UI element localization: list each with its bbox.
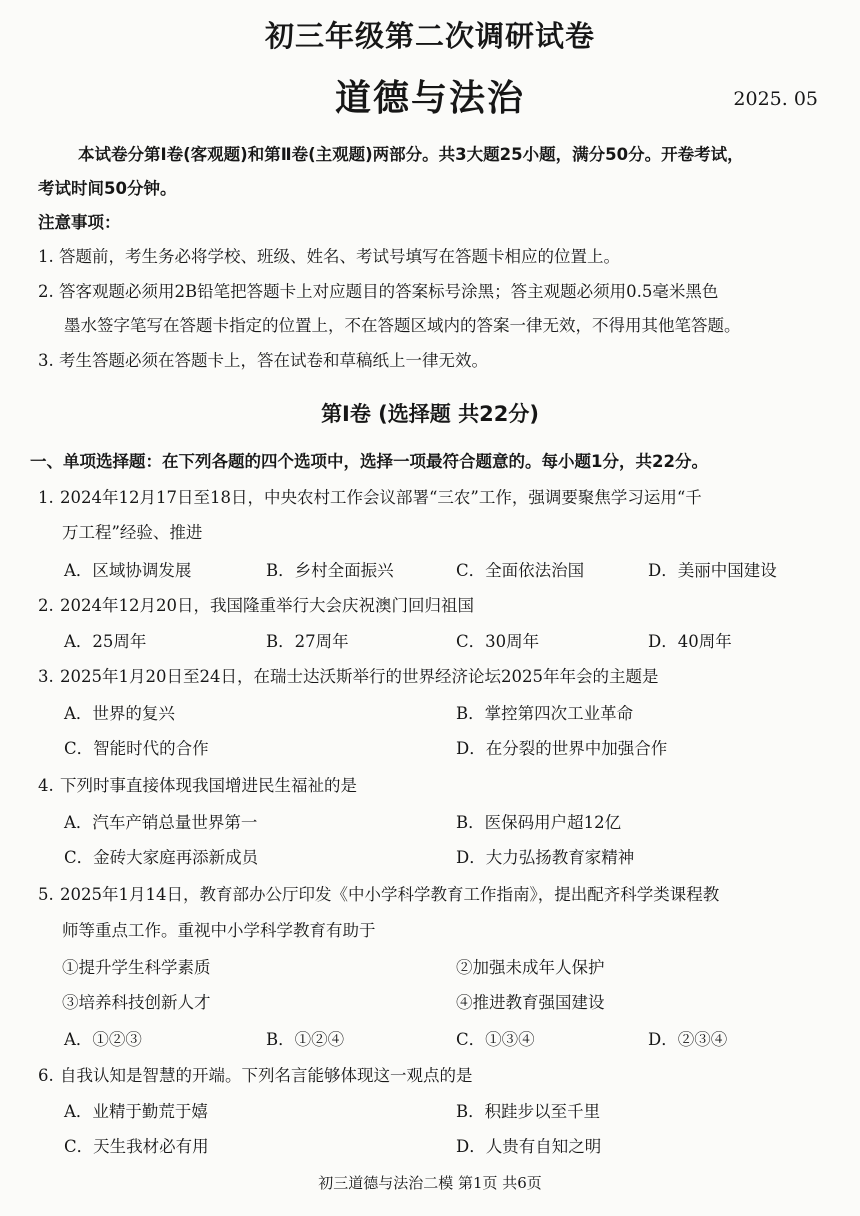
page-footer: 初三道德与法治二模 第1页 共6页	[318, 1174, 542, 1192]
question-stem: 2024年12月20日，我国隆重举行大会庆祝澳门回归祖国	[60, 596, 474, 615]
q2-option-c: C．30周年	[456, 632, 540, 651]
q4-option-a: A．汽车产销总量世界第一	[64, 813, 258, 832]
q6-option-c: C．天生我材必有用	[64, 1137, 209, 1156]
q3-option-c: C．智能时代的合作	[64, 739, 209, 758]
section-heading: 第Ⅰ卷 (选择题 共22分)	[321, 402, 539, 426]
q3-option-b: B．掌控第四次工业革命	[456, 704, 634, 723]
question-5	[38, 884, 834, 906]
question-3	[38, 666, 834, 688]
exam-title: 初三年级第二次调研试卷	[264, 19, 595, 53]
q4-option-c: C．金砖大家庭再添新成员	[64, 848, 259, 867]
question-number: 2.	[38, 596, 54, 615]
question-number: 3.	[38, 667, 54, 686]
q1-option-c: C．全面依法治国	[456, 561, 585, 580]
intro-line-1: 本试卷分第Ⅰ卷(客观题)和第Ⅱ卷(主观题)两部分。共3大题25小题，满分50分。开卷考试，	[78, 145, 744, 164]
question-1-stem-cont: 万工程”经验、推进	[62, 523, 203, 542]
q5-option-c: C．①③④	[456, 1030, 535, 1049]
q5-statement-1: ①提升学生科学素质	[62, 958, 211, 977]
question-stem: 2024年12月17日至18日，中央农村工作会议部署“三农”工作，强调要聚焦学习运用“千	[60, 488, 702, 507]
q5-statement-3: ③培养科技创新人才	[62, 993, 211, 1012]
note-item-2-cont: 墨水签字笔写在答题卡指定的位置上，不在答题区域内的答案一律无效，不得用其他笔答题。	[64, 316, 741, 335]
question-5-stem-cont: 师等重点工作。重视中小学科学教育有助于	[62, 921, 376, 940]
note-item-1: 1. 答题前，考生务必将学校、班级、姓名、考试号填写在答题卡相应的位置上。	[38, 247, 620, 266]
question-number: 4.	[38, 776, 54, 795]
q6-option-b: B．积跬步以至千里	[456, 1102, 601, 1121]
question-6	[38, 1065, 834, 1087]
q5-statement-4: ④推进教育强国建设	[456, 993, 605, 1012]
exam-date: 2025. 05	[733, 88, 818, 110]
question-number: 6.	[38, 1066, 54, 1085]
q5-option-b: B．①②④	[266, 1030, 345, 1049]
note-item-2: 2. 答客观题必须用2B铅笔把答题卡上对应题目的答案标号涂黑；答主观题必须用0.5毫米黑色	[38, 282, 719, 301]
q1-option-b: B．乡村全面振兴	[266, 561, 394, 580]
question-number: 1.	[38, 488, 54, 507]
question-2	[38, 595, 834, 617]
note-item-3: 3. 考生答题必须在答题卡上，答在试卷和草稿纸上一律无效。	[38, 351, 488, 370]
q1-option-d: D．美丽中国建设	[648, 561, 777, 580]
q1-option-a: A．区域协调发展	[64, 561, 192, 580]
question-number: 5.	[38, 885, 54, 904]
q3-option-d: D．在分裂的世界中加强合作	[456, 739, 668, 758]
q6-option-d: D．人贵有自知之明	[456, 1137, 602, 1156]
question-stem: 2025年1月14日，教育部办公厅印发《中小学科学教育工作指南》，提出配齐科学类课程教	[60, 885, 720, 904]
intro-line-2: 考试时间50分钟。	[38, 179, 177, 198]
section-instruction: 一、单项选择题：在下列各题的四个选项中，选择一项最符合题意的。每小题1分，共22分。	[30, 452, 708, 471]
subject-title: 道德与法治	[334, 78, 525, 119]
notes-title: 注意事项：	[38, 213, 121, 232]
question-4	[38, 775, 834, 797]
q2-option-b: B．27周年	[266, 632, 349, 651]
q6-option-a: A．业精于勤荒于嬉	[64, 1102, 208, 1121]
q4-option-b: B．医保码用户超12亿	[456, 813, 622, 832]
q2-option-d: D．40周年	[648, 632, 732, 651]
q5-option-a: A．①②③	[64, 1030, 142, 1049]
q4-option-d: D．大力弘扬教育家精神	[456, 848, 635, 867]
question-1	[38, 487, 834, 509]
q3-option-a: A．世界的复兴	[64, 704, 175, 723]
question-stem: 2025年1月20日至24日，在瑞士达沃斯举行的世界经济论坛2025年年会的主题是	[60, 667, 659, 686]
q5-option-d: D．②③④	[648, 1030, 728, 1049]
question-stem: 下列时事直接体现我国增进民生福祉的是	[60, 776, 357, 795]
question-stem: 自我认知是智慧的开端。下列名言能够体现这一观点的是	[60, 1066, 473, 1085]
q2-option-a: A．25周年	[64, 632, 147, 651]
q5-statement-2: ②加强未成年人保护	[456, 958, 605, 977]
